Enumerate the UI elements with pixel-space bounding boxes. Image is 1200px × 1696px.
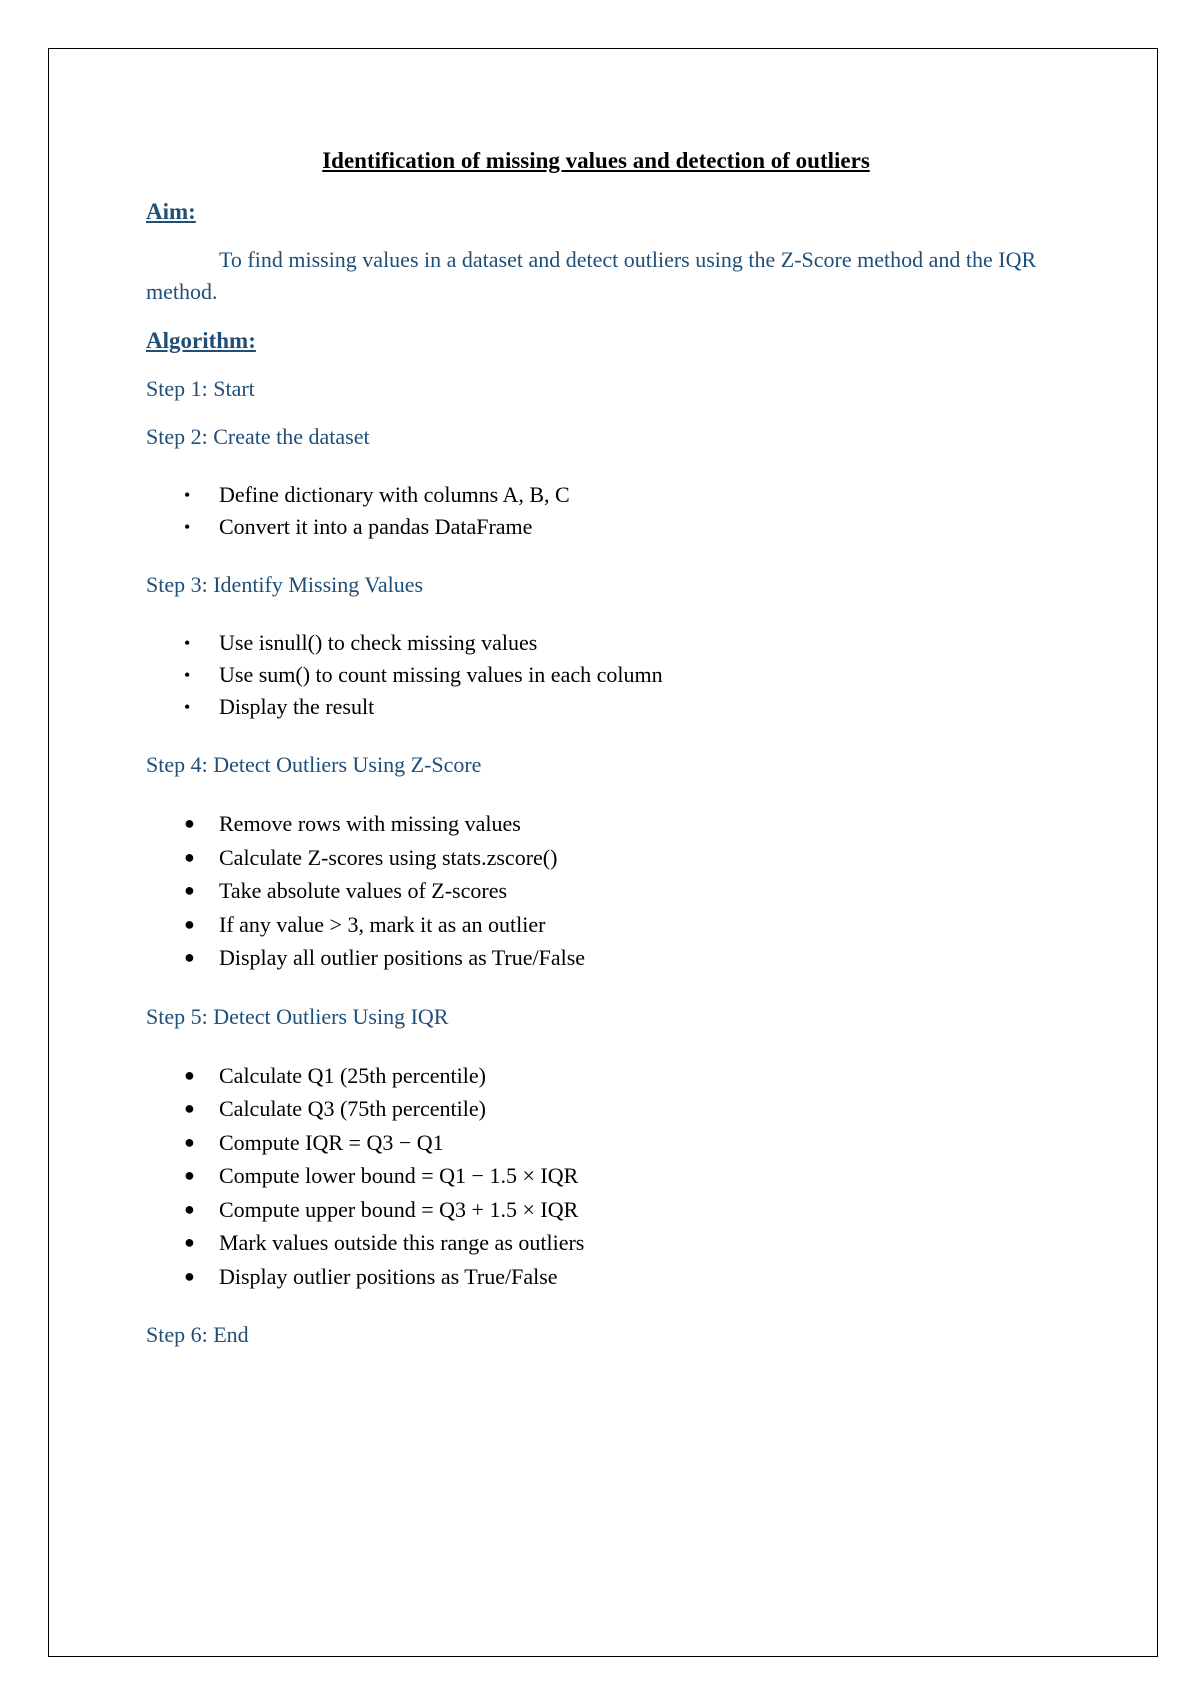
list-item-text: Display the result	[219, 694, 375, 719]
bullet-icon: ●	[184, 913, 195, 934]
step-2-list	[146, 479, 1046, 543]
list-item-text: Define dictionary with columns A, B, C	[219, 482, 570, 507]
bullet-icon: ●	[184, 813, 195, 833]
list-item	[146, 941, 1046, 975]
bullet-icon: ●	[184, 1098, 195, 1118]
list-item	[146, 807, 1046, 841]
list-item-text: Compute lower bound = Q1 − 1.5 × IQR	[219, 1163, 579, 1188]
list-item-text: Calculate Q3 (75th percentile)	[219, 1096, 486, 1121]
list-item-text: Display all outlier positions as True/False	[219, 945, 586, 970]
aim-text: To find missing values in a dataset and detect outliers using the Z-Score method and the IQR method.	[146, 247, 1037, 304]
list-item-text: Compute IQR = Q3 − Q1	[219, 1129, 444, 1155]
list-item	[146, 1226, 1046, 1260]
bullet-icon: ●	[184, 846, 195, 867]
bullet-icon: ●	[184, 1165, 195, 1185]
list-item-text: Calculate Q1 (25th percentile)	[219, 1062, 486, 1088]
list-item	[146, 691, 1046, 723]
list-item-text: Calculate Z-scores using stats.zscore()	[219, 844, 558, 870]
list-item	[146, 874, 1046, 908]
list-item-text: Use isnull() to check missing values	[219, 630, 538, 655]
aim-heading: Aim:	[146, 199, 196, 224]
bullet-icon: ●	[184, 1131, 195, 1152]
list-item-text: Convert it into a pandas DataFrame	[219, 514, 533, 539]
list-item	[146, 1126, 1046, 1160]
step-3-label: Step 3: Identify Missing Values	[146, 572, 424, 597]
list-item	[146, 1159, 1046, 1193]
step-6-label: Step 6: End	[146, 1322, 249, 1347]
step-2-label: Step 2: Create the dataset	[146, 424, 370, 449]
list-item-text: Remove rows with missing values	[219, 811, 521, 836]
bullet-icon: ●	[184, 1265, 195, 1286]
list-item	[146, 479, 1046, 511]
list-item	[146, 1193, 1046, 1227]
list-item-text: Compute upper bound = Q3 + 1.5 × IQR	[219, 1196, 579, 1222]
document-title: Identification of missing values and detection of outliers	[322, 148, 870, 173]
step-5-list	[146, 1059, 1046, 1294]
step-4-list	[146, 807, 1046, 975]
step-1-label: Step 1: Start	[146, 376, 255, 401]
list-item	[146, 627, 1046, 659]
step-3-list	[146, 627, 1046, 723]
bullet-icon: •	[184, 697, 191, 717]
step-5-label: Step 5: Detect Outliers Using IQR	[146, 1003, 449, 1029]
bullet-icon: •	[184, 517, 191, 537]
document-body	[146, 145, 1046, 1351]
list-item	[146, 1092, 1046, 1126]
bullet-icon: •	[184, 665, 191, 685]
algorithm-heading: Algorithm:	[146, 328, 256, 353]
list-item	[146, 511, 1046, 543]
list-item	[146, 659, 1046, 691]
bullet-icon: •	[184, 485, 191, 505]
bullet-icon: ●	[184, 947, 195, 967]
bullet-icon: ●	[184, 880, 195, 900]
list-item-text: Use sum() to count missing values in each column	[219, 662, 663, 687]
list-item-text: Mark values outside this range as outliers	[219, 1230, 585, 1255]
list-item	[146, 841, 1046, 875]
list-item	[146, 908, 1046, 942]
list-item-text: Display outlier positions as True/False	[219, 1263, 558, 1289]
list-item	[146, 1260, 1046, 1294]
list-item	[146, 1059, 1046, 1093]
list-item-text: Take absolute values of Z-scores	[219, 878, 508, 903]
bullet-icon: •	[184, 633, 191, 653]
bullet-icon: ●	[184, 1064, 195, 1085]
bullet-icon: ●	[184, 1198, 195, 1219]
list-item-text: If any value > 3, mark it as an outlier	[219, 911, 546, 937]
bullet-icon: ●	[184, 1232, 195, 1252]
step-4-label: Step 4: Detect Outliers Using Z-Score	[146, 752, 482, 777]
